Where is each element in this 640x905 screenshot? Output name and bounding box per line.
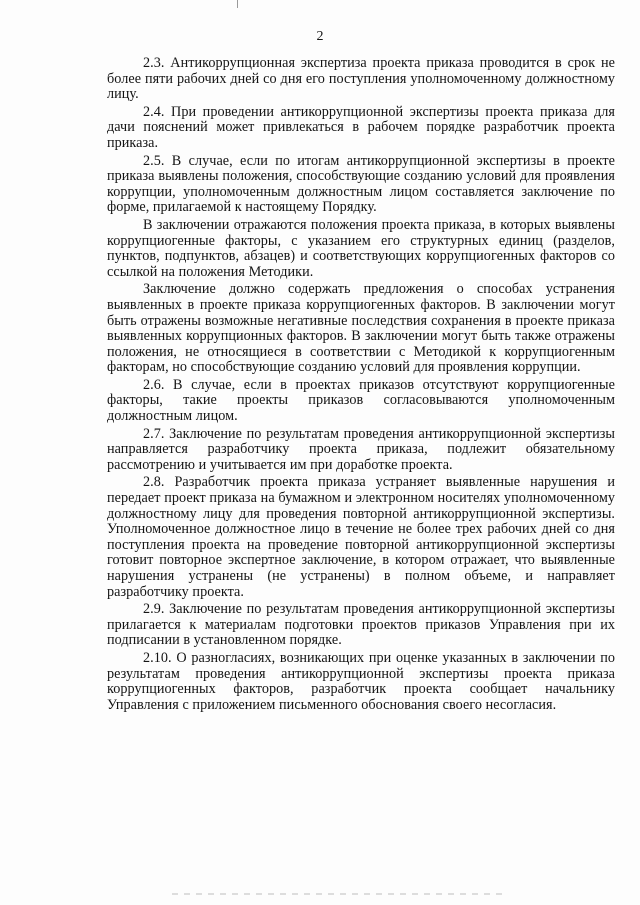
paragraph-2-5-conclusion-proposals: Заключение должно содержать предложения о способах устранения выявленных в проекте приказа коррупциогенных факторов. В заключении могут быть отражены возможные негативные последствия сохранения в проекте приказа выявленных коррупционных факторов. В заключении могут быть также отражены положения, не относящиеся в соответствии с Методикой к коррупциогенным факторам, но способствующие созданию условий для проявления коррупции. xyxy=(107,281,615,376)
paragraph-2-9: 2.9. Заключение по результатам проведения антикоррупционной экспертизы прилагается к материалам подготовки проектов приказов Управления при их подписании в установленном порядке. xyxy=(107,601,615,649)
page-number: 2 xyxy=(316,29,324,44)
paragraph-2-4: 2.4. При проведении антикоррупционной экспертизы проекта приказа для дачи пояснений может привлекаться в рабочем порядке разработчик проекта приказа. xyxy=(107,103,615,151)
paragraph-2-5: 2.5. В случае, если по итогам антикоррупционной экспертизы в проекте приказа выявлены положения, способствующие созданию условий для проявления коррупции, уполномоченным должностным лицом составляется заключение по форме, прилагаемой к настоящему Порядку. xyxy=(107,152,615,216)
paragraph-2-7: 2.7. Заключение по результатам проведения антикоррупционной экспертизы направляется разработчику проекта приказа, подлежит обязательному рассмотрению и учитывается им при доработке проекта. xyxy=(107,425,615,473)
scan-mark xyxy=(237,0,238,8)
paragraph-2-10: 2.10. О разногласиях, возникающих при оценке указанных в заключении по результатам проведения антикоррупционной экспертизы проекта приказа коррупциогенных факторов, разработчик проекта сообщает начальнику Управления с приложением письменного обоснования своего несогласия. xyxy=(107,649,615,713)
paragraph-2-3: 2.3. Антикоррупционная экспертиза проекта приказа проводится в срок не более пяти рабочих дней со дня его поступления уполномоченному должностному лицу. xyxy=(107,55,615,103)
paragraph-2-5-conclusion-content: В заключении отражаются положения проекта приказа, в которых выявлены коррупциогенные факторы, с указанием его структурных единиц (разделов, пунктов, подпунктов, абзацев) и соответствующих коррупциогенных факторов со ссылкой на положения Методики. xyxy=(107,216,615,280)
scan-artifact-dots xyxy=(172,893,502,895)
paragraph-2-6: 2.6. В случае, если в проектах приказов отсутствуют коррупциогенные факторы, такие проекты приказов согласовываются уполномоченным должностным лицом. xyxy=(107,376,615,425)
paragraph-2-8: 2.8. Разработчик проекта приказа устраняет выявленные нарушения и передает проект приказа на бумажном и электронном носителях уполномоченному должностному лицу для проведения повторной антикоррупционной экспертизы. Уполномоченное должностное лицо в течение не более трех рабочих дней со дня поступления проекта на проведение повторной антикоррупционной экспертизы готовит повторное экспертное заключение, в котором отражает, что выявленные нарушения устранены (не устранены) в полном объеме, и направляет разработчику проекта. xyxy=(107,474,615,600)
document-body xyxy=(107,56,615,715)
